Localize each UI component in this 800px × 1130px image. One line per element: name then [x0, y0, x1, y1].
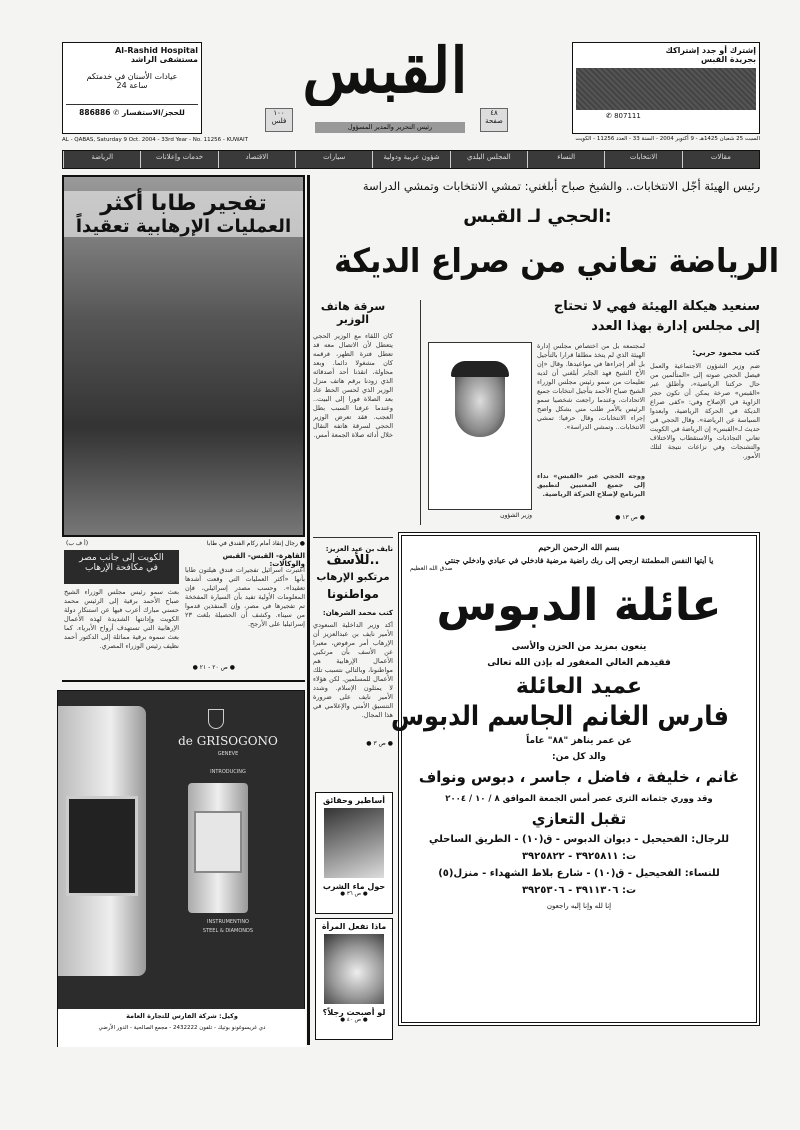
column-rule [307, 175, 310, 1045]
teaser-myths-title: أساطير وحقائق [323, 796, 385, 805]
nav-item[interactable]: سيارات [295, 151, 372, 168]
women-condolences: للنساء: الفحيحيل - ق(١٠) - شارع بلاط الشهداء - منزل(٥) [438, 868, 720, 879]
lead-text-col2: لمجتمعه بل من اختصاص مجلس إدارة الهيئة الذي لم يتخذ مطلقا قرارا بالتأجيل بل أقر إجراءها في مواعيدها. وقال «إن الأخ الشيخ فهد الجابر أبلغني أن لديه تعليمات من سمو رئيس مجلس الوزراء الشيخ صباح الأحمد بتأجيل انتخابات جميع الاتحادات، وعندما راجعت شخصيا سمو الرئيس بالأمر طلب مني بشكل واضح إجراء الانتخابات، وقال حرفيا: تمشي الانتخابات.. وتمشي الدراسة». [537, 342, 645, 431]
family-name: عائلة الدبوس [436, 580, 722, 631]
teaser-woman-title: ماذا تفعل المرأة [321, 922, 387, 931]
taba-photo [62, 175, 305, 537]
lead-subhead-2: إلى مجلس إدارة بهذا العدد [591, 319, 760, 334]
ad-hospital[interactable] [62, 42, 202, 134]
lead-overline: الحجي لـ القبس: [463, 206, 612, 227]
section-nav [62, 150, 760, 169]
woman-drinking-photo [324, 808, 384, 878]
hospital-line2: 24 ساعة [116, 81, 148, 90]
large-watch-image [58, 706, 146, 976]
photo-credit: (أ ف ب) [66, 540, 89, 547]
watch-city: GENEVE [217, 751, 239, 757]
pages-box: ٤٨ صفحة [480, 108, 508, 132]
lead-jump: ● ص ١٣ ● [615, 514, 645, 521]
teaser-woman-jump: ● ص ٤٠ ● [340, 1017, 368, 1023]
watch-brand-crest-icon [208, 709, 224, 729]
phone-story-text: كان اللقاء مع الوزير الحجي يتعطل لأن الاتصال معه قد تعطل فترة الظهر، فرقمه كان مشغولا دائما. وبعد محاولة، انقذنا أحد أصدقائه الذي زودنا برقم هاتف منزل الوزير الذي لحسن الحظ عاد بعد الصلاة فورا إلى البيت.. وعندما عرفنا السبب بطل العجب. فقد تعرض الوزير الحجي لسرقة هاتفه النقال خلال أدائه صلاة الجمعة أمس. [313, 332, 393, 439]
phones-image [576, 68, 756, 110]
watch-intro: INTRODUCING [210, 769, 246, 775]
nayef-byline: كتب محمد الشرهان: [322, 609, 393, 617]
hospital-name-ar: مستشفى الراشد [130, 55, 198, 64]
watch-ad[interactable] [57, 690, 305, 1047]
watch-material: STEEL & DIAMONDS [202, 928, 254, 934]
taba-jump: ● ص ٢٠ - ٢١ ● [192, 664, 235, 671]
newspaper-logo: القبس [302, 36, 468, 106]
photo-caption: ● رجال إنقاذ أمام ركام الفندق في طابا [206, 540, 305, 547]
photo-story-headline-1: تفجير طابا أكثر [64, 191, 303, 216]
date-en: AL - QABAS, Saturday 9 Oct. 2004 - 33rd Year - No. 11256 - KUWAIT [62, 137, 248, 143]
nayef-text: أكد وزير الداخلية السعودي الأمير نايف بن عبدالعزيز أن الإرهاب أمر مرفوض، معبرا عن الأسف بأن مرتكبي الأعمال الإرهابية هم مواطنونا، وبالتالي نتسبب تلك الأعمال للمسلمين. لكن هؤلاء لا يمثلون الإسلام. وشدد الأمير نايف على ضرورة التنسيق الأمني والإعلامي في هذا المجال. [313, 621, 393, 719]
subscription-phone: ✆ 807111 [606, 112, 641, 120]
nayef-headline-3: مواطنونا [327, 587, 379, 601]
hospital-phone: للحجز/الاستفسار ✆ 886886 [66, 104, 198, 117]
phone-story-headline-2: الوزير [336, 313, 370, 326]
teaser-woman[interactable] [315, 918, 393, 1040]
column-rule [420, 300, 421, 525]
ad-subscription[interactable] [572, 42, 760, 134]
woman-face-photo [324, 934, 384, 1004]
men-condolences: للرجال: الفحيحيل - ديوان الدبوس - ق(١٠) - الطريق الساحلي [428, 834, 729, 845]
deceased-name: فارس الغانم الجاسم الدبوس [391, 701, 729, 732]
nav-item[interactable]: شؤون عربية ودولية [372, 151, 449, 168]
watch-model: INSTRUMENTINO [207, 919, 249, 925]
nav-item[interactable]: الرياضة [63, 151, 140, 168]
mourning-line-2: فقيدهم الغالي المغفور له بإذن الله تعالى [487, 658, 671, 668]
taba-dateline: القاهرة- القبس- القبس والوكالات: [222, 552, 305, 568]
phone-story-headline-1: سرقة هاتف [320, 300, 386, 313]
obituary-ad[interactable] [391, 532, 760, 1026]
verse-ref: صدق الله العظيم [410, 565, 453, 572]
closing-phrase: إنا لله وإنا إليه راجعون [546, 902, 612, 910]
lead-headline: الرياضة تعاني من صراع الديكة [334, 241, 780, 280]
kuwait-egypt-headline-box: الكويت إلى جانب مصر في مكافحة الإرهاب [64, 550, 179, 584]
watch-address: دي غريسوغونو بوتيك - تلفون 2432222 - مجمع الصالحية - الدور الأرضي [58, 1025, 306, 1047]
nav-item[interactable]: الاقتصاد [218, 151, 295, 168]
minister-photo [428, 342, 532, 510]
lead-subhead-1: سنعيد هيكلة الهيئة فهي لا تحتاج [553, 299, 760, 314]
date-ar: السبت 25 شعبان 1425هـ - 9 أكتوبر 2004 - السنة 33 - العدد 11256 - الكويت [575, 136, 760, 142]
nayef-jump: ● ص ٣ ● [366, 740, 393, 747]
nav-item[interactable]: الانتخابات [604, 151, 681, 168]
sons-names: غانم ، خليفة ، فاضل ، جاسر ، دبوس ونواف [418, 768, 740, 786]
taba-text: اعتبرت اسرائيل تفجيرات فندق هيلتون طابا بأنها «أكثر العمليات التي وقعت أشدها تعقيدا». وحسب مصدر إسرائيلي، فإن المعلومات الأولية تفيد بأن السيارة المفخخة تم تفجيرها في مصر، وإن المنفذين قدموا من سيناء. وكشف أن الحصيلة بلغت ٢٣ إسرائيليا على الأرجح. [185, 566, 305, 628]
kuwait-egypt-text: بعث سمو رئيس مجلس الوزراء الشيخ صباح الأحمد برقية إلى الرئيس محمد حسني مبارك أعرب فيها عن استنكار دولة الكويت وإدانتها الشديدة لهذه الأعمال الإرهابية التي تستهدف أرواح الأبرياء. كما بعث سموه برقية مماثلة إلى الدكتور أحمد نظيف رئيس الوزراء المصري. [64, 588, 179, 650]
lead-text-col1: ضم وزير الشؤون الاجتماعية والعمل فيصل الحجي صوته إلى «المتألمين من حال حركتنا الرياضية»، وأطلق عبر «القبس» صرخة يمكن أن تكون حجر الزاوية في الإصلاح وفي: «كفى صراع الديكة في الحركة الرياضية، وابعدوا السياسة عن الرياضة». وقال الحجي في حديث لـ«القبس» إن الرياضة في الكويت تعاني التجاذبات والاستقطاب والاختلاف والتشنجات وفي نزاعات نتيجة لتلك الأمور. [650, 362, 760, 460]
nav-item[interactable]: النساء [527, 151, 604, 168]
teaser-woman-caption: لو أصبحت رجلاً؟ [322, 1008, 386, 1017]
women-phone: ت: ٣٩١١٣٠٦ - ٣٩٢٥٣٠٦ [521, 885, 637, 896]
small-watch-image [188, 783, 248, 913]
nayef-headline-2: مرتكبو الإرهاب [316, 572, 390, 583]
teaser-myths[interactable] [315, 792, 393, 914]
basmala: بسم الله الرحمن الرحيم [538, 542, 620, 552]
minister-photo-caption: وزير الشؤون [500, 512, 532, 519]
lead-kicker: رئيس الهيئة أجّل الانتخابات.. والشيخ صباح أبلغني: تمشي الانتخابات وتمشي الدراسة [362, 179, 760, 193]
father-of: والد كل من: [551, 752, 607, 762]
subscription-line2: بجريدة القبس [701, 55, 756, 64]
taba-story [62, 550, 305, 682]
watch-brand: de GRISOGONO [178, 734, 278, 748]
nav-item[interactable]: خدمات وإعلانات [140, 151, 217, 168]
photo-story-headline-2: العمليات الإرهابية تعقيداً [64, 216, 303, 237]
mourning-line-1: ينعون بمزيد من الحزن والأسى [511, 642, 647, 652]
editor-line: رئيس التحرير والمدير المسؤول [315, 122, 465, 133]
nayef-headline-1: للأسف.. [326, 553, 380, 568]
deceased-age: عن عمر يناهز "٨٨" عاماً [526, 736, 632, 746]
phone-story [313, 300, 393, 538]
teaser-myths-caption: حول ماء الشرب [322, 882, 386, 891]
condolences-title: تقبل التعازي [531, 810, 627, 828]
teaser-myths-jump: ● ص ٣٦ ● [340, 891, 368, 897]
hospital-line1: عيادات الأسنان في خدمتكم [86, 72, 178, 81]
price-box: ١٠٠ فلس [265, 108, 293, 132]
lead-text-col3: ووجه الحجي عبر «القبس» نداء إلى جميع المعنيين لتطبيق البرنامج لإصلاح الحركة الرياضية. [537, 472, 645, 498]
nayef-kicker: نايف بن عبد العزيز: [325, 545, 393, 553]
watch-dealer: وكيل: شركة الفارس للتجارة العامة [58, 1009, 306, 1025]
lead-byline: كتب محمود حربي: [692, 348, 760, 357]
burial-info: وقد ووري جثمانه الثرى عصر أمس الجمعة الموافق ٨ / ١٠ / ٢٠٠٤ [445, 794, 713, 804]
quran-verse: يا أيتها النفس المطمئنة ارجعي إلى ربك راضية مرضية فادخلي في عبادي وادخلي جنتي [444, 556, 714, 565]
hospital-name-en: Al-Rashid Hospital [115, 46, 198, 55]
men-phone: ت: ٣٩٢٥٨١١ - ٣٩٢٥٨٢٢ [521, 851, 637, 862]
subscription-line1: إشترك أو جدد إشتراكك [665, 46, 756, 55]
nav-item[interactable]: مقالات [682, 151, 759, 168]
nav-item[interactable]: المجلس البلدي [450, 151, 527, 168]
nayef-story [313, 545, 393, 785]
deceased-title: عميد العائلة [515, 674, 643, 699]
